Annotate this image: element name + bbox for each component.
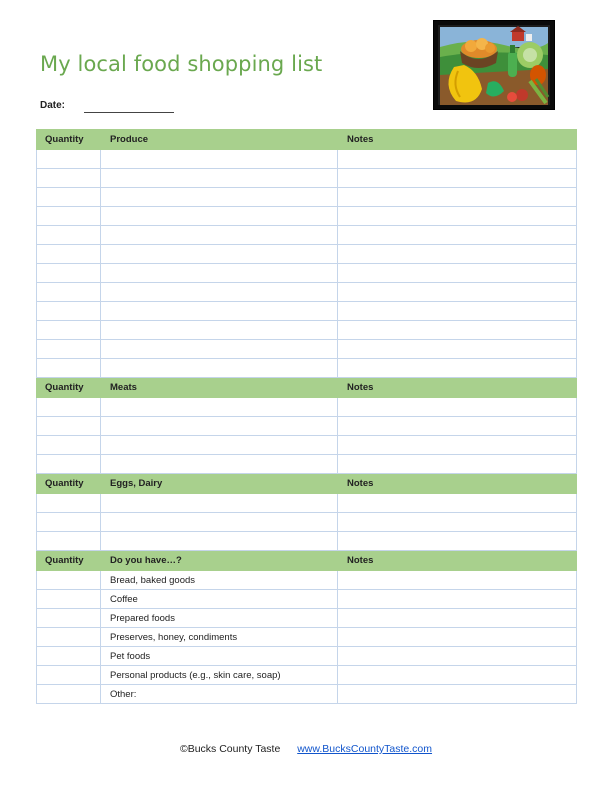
- quantity-cell[interactable]: [37, 226, 101, 245]
- item-cell[interactable]: [101, 150, 338, 169]
- notes-cell[interactable]: [338, 302, 577, 321]
- item-cell[interactable]: [101, 359, 338, 378]
- list-row: [37, 169, 577, 188]
- item-cell[interactable]: [101, 532, 338, 551]
- notes-cell[interactable]: [338, 188, 577, 207]
- item-cell[interactable]: [101, 207, 338, 226]
- notes-cell[interactable]: [338, 571, 577, 590]
- item-cell[interactable]: [101, 169, 338, 188]
- item-cell[interactable]: [101, 340, 338, 359]
- section-header-row: [37, 474, 577, 494]
- quantity-cell[interactable]: [37, 150, 101, 169]
- quantity-cell[interactable]: [37, 264, 101, 283]
- quantity-header: Quantity: [37, 130, 101, 150]
- quantity-cell[interactable]: [37, 647, 101, 666]
- quantity-cell[interactable]: [37, 494, 101, 513]
- list-row: [37, 513, 577, 532]
- notes-cell[interactable]: [338, 169, 577, 188]
- category-header: Do you have…?: [101, 551, 338, 571]
- item-cell[interactable]: Other:: [101, 685, 338, 704]
- notes-cell[interactable]: [338, 417, 577, 436]
- item-cell[interactable]: [101, 226, 338, 245]
- quantity-cell[interactable]: [37, 571, 101, 590]
- item-cell[interactable]: Preserves, honey, condiments: [101, 628, 338, 647]
- shopping-list: [36, 129, 576, 704]
- footer: [0, 743, 612, 755]
- quantity-cell[interactable]: [37, 628, 101, 647]
- item-cell[interactable]: [101, 321, 338, 340]
- vegetables-illustration: [433, 20, 555, 110]
- list-row: [37, 494, 577, 513]
- notes-header: Notes: [338, 551, 577, 571]
- list-row: [37, 226, 577, 245]
- quantity-header: Quantity: [37, 474, 101, 494]
- notes-cell[interactable]: [338, 359, 577, 378]
- notes-cell[interactable]: [338, 398, 577, 417]
- notes-cell[interactable]: [338, 532, 577, 551]
- notes-header: Notes: [338, 378, 577, 398]
- notes-cell[interactable]: [338, 283, 577, 302]
- quantity-cell[interactable]: [37, 340, 101, 359]
- item-cell[interactable]: Bread, baked goods: [101, 571, 338, 590]
- quantity-cell[interactable]: [37, 666, 101, 685]
- notes-cell[interactable]: [338, 609, 577, 628]
- notes-cell[interactable]: [338, 513, 577, 532]
- quantity-cell[interactable]: [37, 590, 101, 609]
- item-cell[interactable]: Coffee: [101, 590, 338, 609]
- list-row: [37, 340, 577, 359]
- section-header-row: [37, 130, 577, 150]
- quantity-cell[interactable]: [37, 321, 101, 340]
- notes-cell[interactable]: [338, 590, 577, 609]
- quantity-cell[interactable]: [37, 188, 101, 207]
- list-row: [37, 455, 577, 474]
- quantity-cell[interactable]: [37, 609, 101, 628]
- list-row: [37, 207, 577, 226]
- item-cell[interactable]: Personal products (e.g., skin care, soap): [101, 666, 338, 685]
- notes-cell[interactable]: [338, 494, 577, 513]
- notes-cell[interactable]: [338, 455, 577, 474]
- list-row: [37, 188, 577, 207]
- page-title: My local food shopping list: [40, 52, 323, 76]
- notes-cell[interactable]: [338, 207, 577, 226]
- item-cell[interactable]: Pet foods: [101, 647, 338, 666]
- list-row: [37, 359, 577, 378]
- list-row: [37, 283, 577, 302]
- quantity-header: Quantity: [37, 551, 101, 571]
- item-cell[interactable]: [101, 436, 338, 455]
- quantity-cell[interactable]: [37, 302, 101, 321]
- notes-cell[interactable]: [338, 628, 577, 647]
- notes-cell[interactable]: [338, 226, 577, 245]
- list-row: [37, 302, 577, 321]
- list-row: [37, 150, 577, 169]
- quantity-cell[interactable]: [37, 359, 101, 378]
- list-row: [37, 417, 577, 436]
- list-row: [37, 666, 577, 685]
- quantity-cell[interactable]: [37, 513, 101, 532]
- item-cell[interactable]: [101, 264, 338, 283]
- quantity-cell[interactable]: [37, 398, 101, 417]
- notes-cell[interactable]: [338, 436, 577, 455]
- vegetables-illustration-svg: [434, 21, 554, 109]
- list-row: [37, 685, 577, 704]
- list-row: [37, 590, 577, 609]
- item-cell[interactable]: Prepared foods: [101, 609, 338, 628]
- item-cell[interactable]: [101, 494, 338, 513]
- quantity-cell[interactable]: [37, 283, 101, 302]
- item-cell[interactable]: [101, 455, 338, 474]
- category-header: Produce: [101, 130, 338, 150]
- category-header: Eggs, Dairy: [101, 474, 338, 494]
- quantity-cell[interactable]: [37, 207, 101, 226]
- notes-header: Notes: [338, 130, 577, 150]
- notes-header: Notes: [338, 474, 577, 494]
- item-cell[interactable]: [101, 417, 338, 436]
- notes-cell[interactable]: [338, 150, 577, 169]
- website-link[interactable]: www.BucksCountyTaste.com: [297, 743, 433, 755]
- date-label: Date:: [40, 100, 66, 111]
- section-header-row: [37, 378, 577, 398]
- list-row: [37, 245, 577, 264]
- quantity-cell[interactable]: [37, 455, 101, 474]
- list-row: [37, 571, 577, 590]
- item-cell[interactable]: [101, 302, 338, 321]
- quantity-cell[interactable]: [37, 436, 101, 455]
- list-row: [37, 609, 577, 628]
- section-header-row: [37, 551, 577, 571]
- category-header: Meats: [101, 378, 338, 398]
- notes-cell[interactable]: [338, 340, 577, 359]
- list-row: [37, 647, 577, 666]
- list-row: [37, 398, 577, 417]
- list-row: [37, 532, 577, 551]
- item-cell[interactable]: [101, 513, 338, 532]
- item-cell[interactable]: [101, 283, 338, 302]
- list-row: [37, 264, 577, 283]
- shopping-table: [36, 129, 577, 704]
- copyright-text: ©Bucks County Taste: [179, 743, 281, 755]
- notes-cell[interactable]: [338, 647, 577, 666]
- notes-cell[interactable]: [338, 245, 577, 264]
- notes-cell[interactable]: [338, 666, 577, 685]
- date-field-line[interactable]: [84, 112, 174, 113]
- quantity-cell[interactable]: [37, 417, 101, 436]
- list-row: [37, 628, 577, 647]
- quantity-cell[interactable]: [37, 685, 101, 704]
- list-row: [37, 436, 577, 455]
- quantity-cell[interactable]: [37, 532, 101, 551]
- notes-cell[interactable]: [338, 264, 577, 283]
- item-cell[interactable]: [101, 245, 338, 264]
- item-cell[interactable]: [101, 188, 338, 207]
- notes-cell[interactable]: [338, 685, 577, 704]
- notes-cell[interactable]: [338, 321, 577, 340]
- quantity-header: Quantity: [37, 378, 101, 398]
- quantity-cell[interactable]: [37, 245, 101, 264]
- item-cell[interactable]: [101, 398, 338, 417]
- quantity-cell[interactable]: [37, 169, 101, 188]
- list-row: [37, 321, 577, 340]
